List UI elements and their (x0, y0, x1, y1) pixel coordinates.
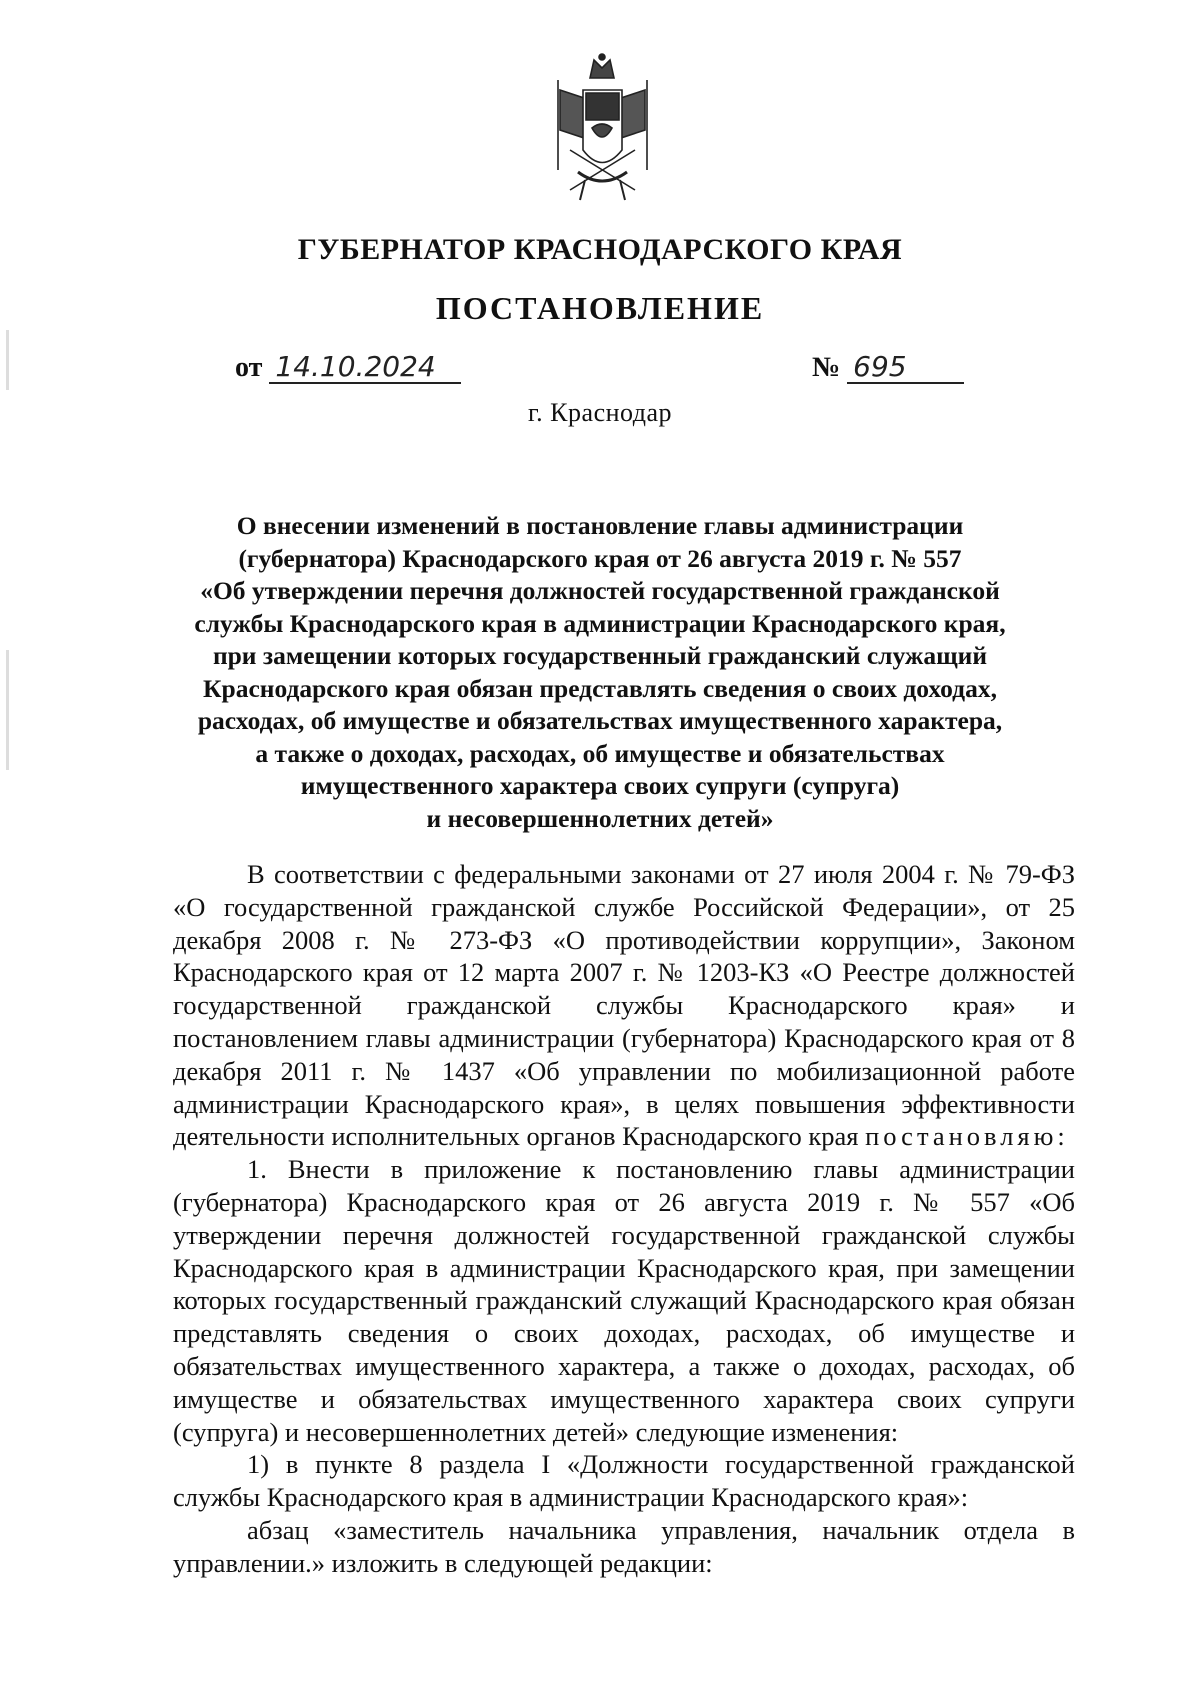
subitem-1-paragraph: 1) в пункте 8 раздела I «Должности государственной гражданской службы Краснодарского края в администрации Краснодарского края»: (173, 1449, 1075, 1513)
scan-margin-mark (6, 330, 9, 390)
heading-line: и несовершеннолетних детей» (426, 803, 774, 833)
item-1-paragraph: 1. Внести в приложение к постановлению главы администрации (губернатора) Краснодарского края от 26 августа 2019 г. № 557 «Об утверждении перечня должностей государственной гражданской службы Краснодарского края в администрации Краснодарского края, при замещении которых государственный гражданский служащий Краснодарского края обязан представлять сведения о своих доходах, расходах, об имуществе и обязательствах имущественного характера, а также о доходах, расходах, об имуществе и обязательствах имущественного характера своих супруги (супруга) и несовершеннолетних детей» следующие изменения: (173, 1154, 1075, 1447)
scan-margin-mark (6, 650, 9, 770)
issuer-title: ГУБЕРНАТОР КРАСНОДАРСКОГО КРАЯ (297, 233, 903, 266)
heading-line: (губернатора) Краснодарского края от 26 августа 2019 г. № 557 (238, 543, 962, 573)
heading-line: «Об утверждении перечня должностей государственной гражданской (200, 576, 1000, 605)
preamble-paragraph (173, 858, 1075, 1153)
document-type-title: ПОСТАНОВЛЕНИЕ (435, 290, 765, 326)
heading-line: а также о доходах, расходах, об имуществе и обязательствах (255, 738, 945, 768)
heading-line: службы Краснодарского края в администрации Краснодарского края, (194, 608, 1006, 638)
paragraph-replacement: абзац «заместитель начальника управления, начальник отдела в управлении.» изложить в следующей редакции: (173, 1514, 1075, 1578)
document-body (173, 858, 1075, 1580)
heading-line: имущественного характера своих супруги (супруга) (300, 771, 900, 800)
heading-line: расходах, об имуществе и обязательствах имущественного характера, (197, 706, 1003, 735)
heading-line: Краснодарского края обязан представлять сведения о своих доходах, (203, 673, 997, 703)
date-field (235, 352, 461, 384)
document-heading (175, 510, 1025, 835)
number-prefix: № (812, 352, 841, 383)
handwritten-number: 695 (847, 352, 964, 384)
city-line: г. Краснодар (527, 398, 673, 427)
krasnodar-coat-of-arms-icon (550, 50, 655, 205)
decree-word: постановляю: (865, 1121, 1069, 1152)
heading-line: при замещении которых государственный гражданский служащий (212, 641, 988, 670)
number-field (812, 352, 964, 384)
date-prefix: от (235, 352, 263, 383)
handwritten-date: 14.10.2024 (269, 352, 461, 384)
heading-line: О внесении изменений в постановление главы администрации (236, 511, 964, 540)
preamble-text: В соответствии с федеральными законами от 27 июля 2004 г. № 79-ФЗ «О государственной гражданской службе Российской Федерации», от 25 декабря 2008 г. № 273-ФЗ «О противодействии коррупции», Законом Краснодарского края от 12 марта 2007 г. № 1203-КЗ «О Реестре должностей государственной гражданской службы Краснодарского края» и постановлением главы администрации (губернатора) Краснодарского края от 8 декабря 2011 г. № 1437 «Об управлении по мобилизационной работе администрации Краснодарского края», в целях повышения эффективности деятельности исполнительных органов Краснодарского края (173, 859, 1075, 1152)
